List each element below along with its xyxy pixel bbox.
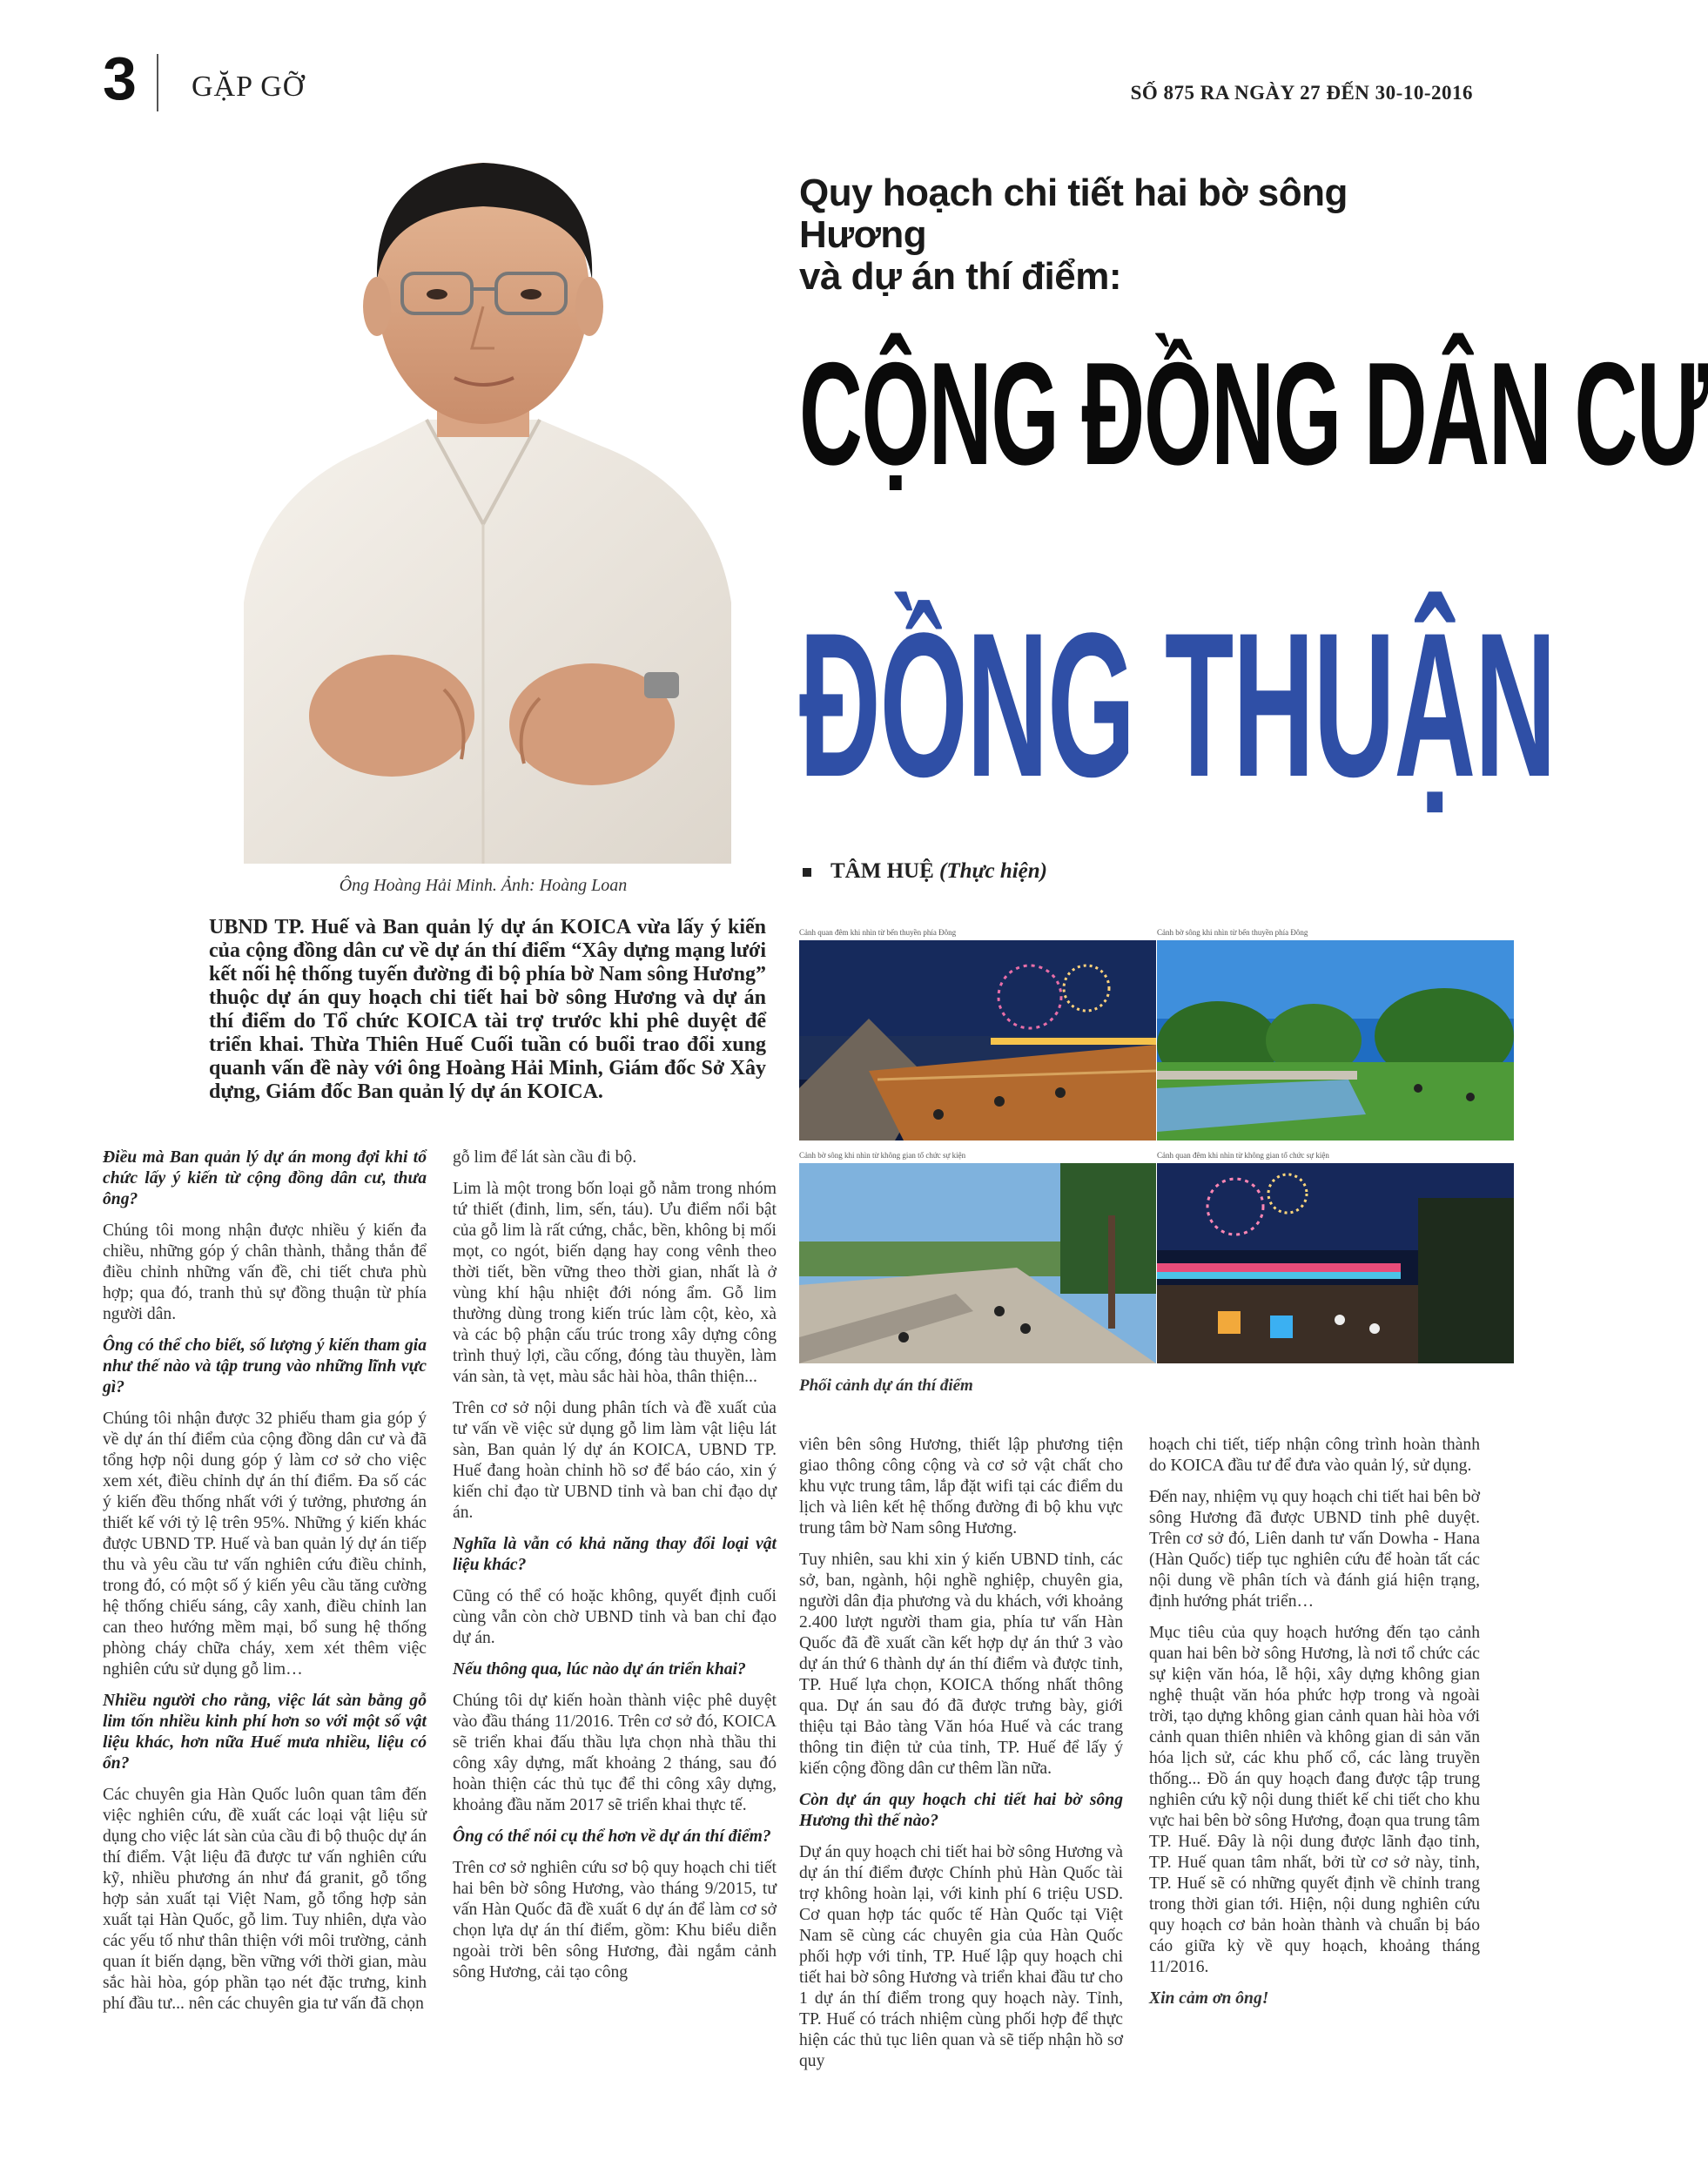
interview-question: Còn dự án quy hoạch chi tiết hai bờ sông Hương thì thế nào? bbox=[799, 1791, 1123, 1830]
interview-answer: Chúng tôi dự kiến hoàn thành việc phê duyệt vào đầu tháng 11/2016. Trên cơ sở đó, KOICA sẽ triển khai đấu thầu lựa chọn nhà thầu thi công xây dựng, mất khoảng 2 tháng, sau đó hoàn thiện các thủ tục để thi công xây dựng, khoảng đầu năm 2017 sẽ triển khai thực tế. bbox=[453, 1692, 777, 1814]
illustration-caption: Cảnh bờ sông khi nhìn từ bến thuyền phía Đông bbox=[1157, 928, 1308, 937]
interview-answer: hoạch chi tiết, tiếp nhận công trình hoàn thành do KOICA đầu tư để đưa vào quản lý, sử dụng. bbox=[1149, 1436, 1480, 1475]
lead-paragraph: UBND TP. Huế và Ban quản lý dự án KOICA vừa lấy ý kiến của cộng đồng dân cư về dự án thí điểm “Xây dựng mạng lưới kết nối hệ thống tuyến đường đi bộ phía bờ Nam sông Hương” thuộc dự án quy hoạch chi tiết hai bờ sông Hương và dự án thí điểm do Tổ chức KOICA tài trợ trước khi phê duyệt để triển khai. Thừa Thiên Huế Cuối tuần có buổi trao đổi xung quanh vấn đề này với ông Hoàng Hải Minh, Giám đốc Sở Xây dựng, Giám đốc Ban quản lý dự án KOICA. bbox=[209, 916, 766, 1103]
illustration-event-space bbox=[799, 1147, 1156, 1363]
interview-question: Ông có thể cho biết, số lượng ý kiến tham gia như thế nào và tập trung vào những lĩnh vực gì? bbox=[103, 1336, 427, 1396]
interview-answer: Cũng có thể có hoặc không, quyết định cuối cùng vẫn còn chờ UBND tỉnh và ban chỉ đạo dự án. bbox=[453, 1587, 777, 1647]
issue-date: SỐ 875 RA NGÀY 27 ĐẾN 30-10-2016 bbox=[1130, 82, 1473, 104]
article-column-2 bbox=[453, 1147, 777, 1994]
interview-answer: Chúng tôi nhận được 32 phiếu tham gia góp ý về dự án thí điểm của cộng đồng dân cư và đã tổng hợp nội dung góp ý làm cơ sở cho việc xem xét, điều chỉnh dự án thí điểm. Đa số các ý kiến đều thống nhất với ý tưởng, phương án thiết kế với tỷ lệ trên 95%. Những ý kiến khác được UBND TP. Huế và ban quản lý dự án tiếp thu và yêu cầu tư vấn nghiên cứu điều chỉnh, trong đó, có một số ý kiến yêu cầu tăng cường hệ thống chiếu sáng, cây xanh, điều chỉnh lan can theo hướng mềm mại, bổ sung hệ thống phòng cháy chữa cháy, xem xét thêm việc nghiên cứu sử dụng gỗ lim… bbox=[103, 1410, 427, 1679]
interview-answer: Tuy nhiên, sau khi xin ý kiến UBND tỉnh, các sở, ban, ngành, hội nghề nghiệp, chuyên gia, người dân địa phương và du khách, với khoảng 2.400 lượt người tham gia, phía tư vấn Hàn Quốc đã đề xuất cần kết hợp dự án thứ 3 vào dự án thứ 6 thành dự án thí điểm và được tỉnh, TP. Huế lựa chọn, KOICA thống nhất thông qua. Dự án sau đó đã được trưng bày, giới thiệu tại Bảo tàng Văn hóa Huế và các trang thông tin điện tử của tỉnh, TP. Huế để lấy ý kiến cộng đồng dân cư thêm lần nữa. bbox=[799, 1551, 1123, 1778]
header-divider bbox=[157, 54, 158, 111]
photo-caption: Ông Hoàng Hải Minh. Ảnh: Hoàng Loan bbox=[339, 876, 628, 895]
interview-question: Ông có thể nói cụ thể hơn về dự án thí điểm? bbox=[453, 1827, 771, 1846]
illustration-caption: Cảnh quan đêm khi nhìn từ bến thuyền phía Đông bbox=[799, 928, 957, 937]
closing-thanks: Xin cảm ơn ông! bbox=[1149, 1989, 1269, 2008]
article-column-3 bbox=[799, 1435, 1123, 2083]
byline bbox=[803, 858, 1047, 885]
interview-answer: Lim là một trong bốn loại gỗ nằm trong nhóm tứ thiết (đinh, lim, sến, táu). Ưu điểm nổi bật của gỗ lim là rất cứng, chắc, bền, không bị mối mọt, co ngót, biến dạng hay cong vênh theo thời tiết, bền vững theo thời gian, nhất là ở vùng khí hậu nhiệt đới nóng ẩm. Gỗ lim thường dùng trong kiến trúc làm cột, kèo, xà và các bộ phận cấu trúc trong xây dựng công trình thuỷ lợi, cầu cống, đóng tàu thuyền, làm ván sàn, tà vẹt, màu sắc hài hòa, thân thiện... bbox=[453, 1180, 777, 1386]
article-column-1 bbox=[103, 1147, 427, 2025]
byline-role: (Thực hiện) bbox=[939, 859, 1047, 883]
byline-author: TÂM HUỆ bbox=[830, 859, 934, 883]
interview-answer: Mục tiêu của quy hoạch hướng đến tạo cảnh quan hai bên bờ sông Hương, là nơi tổ chức các sự kiện văn hóa, lễ hội, xây dựng không gian nghệ thuật văn hóa phức hợp trong và ngoài trời, tạo dựng không gian cảnh quan hài hòa với cảnh quan thiên nhiên và không gian di sản văn hóa lịch sử, các khu phố cổ, các làng truyền thống... Đồ án quy hoạch đang được tập trung nghiên cứu kỹ nội dung thiết kế chi tiết cho khu vực hai bên bờ sông Hương, đoạn qua trung tâm TP. Huế. Đây là nội dung được lãnh đạo tỉnh, TP. Huế quan tâm nhất, bởi từ cơ sở này, tỉnh, TP. Huế sẽ có những quyết định về chỉnh trang trong thời gian tới. Hiện, nội dung nghiên cứu quy hoạch cơ bản hoàn thành và chuẩn bị báo cáo giữa kỳ về quy hoạch, khoảng tháng 11/2016. bbox=[1149, 1624, 1480, 1976]
illustration-day-riverbank bbox=[1157, 925, 1514, 1141]
illustration-night-event-space bbox=[1157, 1147, 1514, 1363]
interview-answer: Đến nay, nhiệm vụ quy hoạch chi tiết hai bên bờ sông Hương đã được UBND tỉnh phê duyệt. Trên cơ sở đó, Liên danh tư vấn Dowha - Hana (Hàn Quốc) tiếp tục nghiên cứu để hoàn tất các nội dung về phân tích và đánh giá hiện trạng, định hướng phát triển… bbox=[1149, 1488, 1480, 1611]
interview-answer: Chúng tôi mong nhận được nhiều ý kiến đa chiều, những góp ý chân thành, thẳng thắn để điều chỉnh những vấn đề, chi tiết chưa phù hợp; qua đó, tranh thủ sự đồng thuận từ phía người dân. bbox=[103, 1221, 427, 1323]
interview-answer: viên bên sông Hương, thiết lập phương tiện giao thông công cộng và cơ sở vật chất cho khu vực trung tâm, lắp đặt wifi tại các điểm du lịch và liên kết hệ thống đường đi bộ khu vực trung tâm bờ Nam sông Hương. bbox=[799, 1436, 1123, 1538]
interview-question: Nếu thông qua, lúc nào dự án triển khai? bbox=[453, 1660, 746, 1679]
title-kicker-line-1: Quy hoạch chi tiết hai bờ sông Hương bbox=[799, 172, 1348, 256]
page-number: 3 bbox=[103, 44, 137, 112]
bullet-square-icon bbox=[803, 868, 811, 877]
portrait-photo bbox=[209, 115, 757, 864]
interview-question: Điều mà Ban quản lý dự án mong đợi khi tổ chức lấy ý kiến từ cộng đồng dân cư, thưa ông? bbox=[103, 1148, 427, 1208]
figures-caption: Phối cảnh dự án thí điểm bbox=[799, 1376, 973, 1395]
interview-answer: Dự án quy hoạch chi tiết hai bờ sông Hương và dự án thí điểm được Chính phủ Hàn Quốc tài trợ không hoàn lại, với kinh phí 6 triệu USD. Cơ quan hợp tác quốc tế Hàn Quốc tại Việt Nam sẽ cùng các chuyên gia của Hàn Quốc phối hợp với tỉnh, TP. Huế lập quy hoạch chi tiết hai bờ sông Hương và triển khai đầu tư cho 1 dự án thí điểm trong quy hoạch này. Tỉnh, TP. Huế có trách nhiệm cùng phối hợp để thực hiện các thủ tục liên quan và sẽ tiếp nhận hồ sơ quy bbox=[799, 1843, 1123, 2070]
headline-line-2: ĐỒNG THUẬN bbox=[799, 590, 1556, 820]
interview-question: Nhiều người cho rằng, việc lát sàn bằng gỗ lim tốn nhiều kinh phí hơn so với một số vật liệu khác, hơn nữa Huế mưa nhiều, liệu có ổn? bbox=[103, 1692, 427, 1773]
title-kicker bbox=[799, 172, 1478, 298]
illustration-caption: Cảnh bờ sông khi nhìn từ không gian tổ chức sự kiện bbox=[799, 1151, 966, 1160]
interview-question: Nghĩa là vẫn có khả năng thay đổi loại vật liệu khác? bbox=[453, 1535, 777, 1574]
headline-line-1: CỘNG ĐỒNG DÂN CƯ bbox=[799, 332, 1708, 495]
illustration-caption: Cảnh quan đêm khi nhìn từ không gian tổ chức sự kiện bbox=[1157, 1151, 1329, 1160]
illustration-night-riverside bbox=[799, 925, 1156, 1141]
article-column-4 bbox=[1149, 1435, 1480, 2020]
interview-answer: Trên cơ sở nội dung phân tích và đề xuất của tư vấn về việc sử dụng gỗ lim làm vật liệu lát sàn, Ban quản lý dự án KOICA, UBND TP. Huế đang hoàn chỉnh hồ sơ để báo cáo, xin ý kiến chỉ đạo từ UBND tỉnh và ban chỉ đạo dự án. bbox=[453, 1399, 777, 1522]
title-kicker-line-2: và dự án thí điểm: bbox=[799, 255, 1122, 298]
interview-answer: gỗ lim để lát sàn cầu đi bộ. bbox=[453, 1148, 637, 1167]
interview-answer: Trên cơ sở nghiên cứu sơ bộ quy hoạch chi tiết hai bên bờ sông Hương, vào tháng 9/2015, tư vấn Hàn Quốc đã đề xuất 6 dự án để làm cơ sở chọn lựa dự án thí điểm, gồm: Khu biểu diễn ngoài trời bên sông Hương, đài ngắm cảnh sông Hương, cải tạo công bbox=[453, 1859, 777, 1982]
section-name: GẶP GỠ bbox=[192, 71, 306, 103]
interview-answer: Các chuyên gia Hàn Quốc luôn quan tâm đến việc nghiên cứu, đề xuất các loại vật liệu sử dụng cho việc lát sàn của cầu đi bộ thuộc dự án thí điểm. Vật liệu đã được tư vấn nghiên cứu kỹ, nhiều phương án như đá granit, gỗ tổng hợp sản xuất tại Việt Nam, gỗ tổng hợp sản xuất tại Hàn Quốc, gỗ lim. Tuy nhiên, dựa vào các yếu tố như thân thiện với môi trường, cảnh quan ít biến dạng, bền vững với thời gian, màu sắc hài hòa, góp phần tạo nét đặc trưng, kinh phí đầu tư... nên các chuyên gia tư vấn đã chọn bbox=[103, 1786, 427, 2013]
